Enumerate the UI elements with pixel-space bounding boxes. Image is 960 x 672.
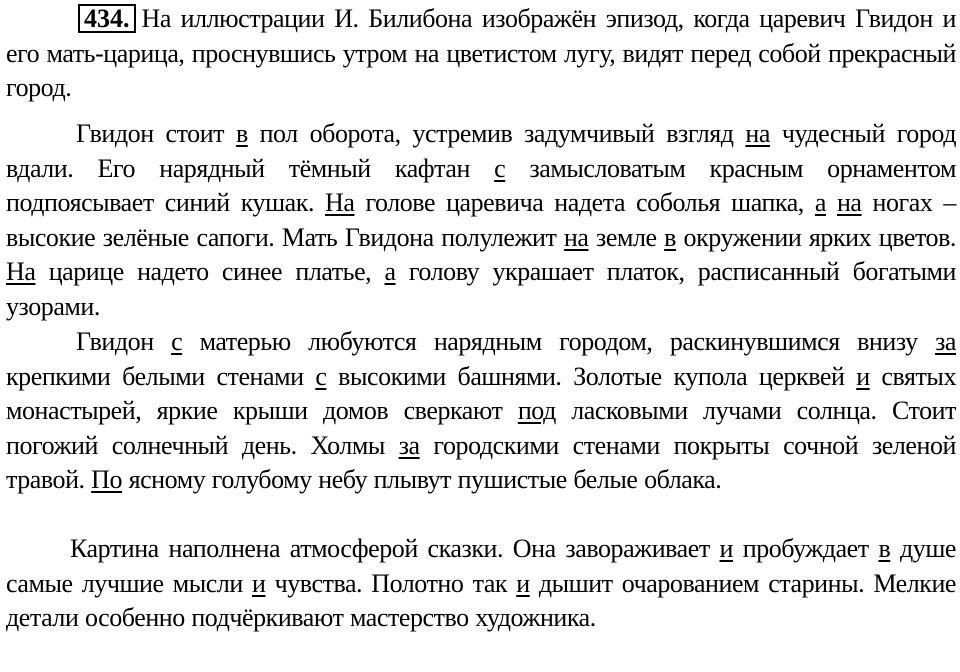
text-run: матерью любуются нарядным городом, раскинувшимся внизу [182, 327, 936, 356]
underlined-word: на [745, 119, 770, 148]
text-run: окружении ярких цветов. [675, 222, 956, 252]
text-run: ласковыми лучами солнца. Стоит погожий солнечный день. Холмы [6, 396, 957, 460]
text-run: крепкими белыми стенами [6, 361, 316, 391]
text-run: ясному голубому небу плывут пушистые белые облака. [122, 465, 722, 494]
text-run: святых монастырей, яркие крыши домов сверкают [6, 361, 956, 425]
underlined-word: По [91, 465, 123, 494]
text-run: ногах – высокие зелёные сапоги. Мать Гвидона полулежит [6, 188, 956, 252]
paragraph-intro [6, 2, 956, 106]
text-run: замысловатым красным орнаментом подпоясывает синий кушак. [6, 153, 956, 217]
underlined-word: на [836, 188, 862, 217]
underlined-word: в [878, 534, 891, 563]
paragraph-conclusion [6, 532, 956, 636]
underlined-word: в [235, 119, 248, 148]
underlined-word: с [171, 327, 183, 356]
paragraph-city [6, 325, 956, 498]
text-run: пробуждает [732, 534, 879, 563]
text-run: чувства. Полотно так [265, 568, 517, 598]
underlined-word: под [517, 396, 556, 425]
underlined-word: и [719, 534, 733, 563]
text-run: голове царевича надета соболья шапка, [354, 188, 815, 217]
text-run: Гвидон стоит [76, 119, 236, 148]
text-run: высокими башнями. Золотые купола церквей [326, 361, 857, 391]
task-number-box: 434. [78, 4, 136, 33]
text-run: На иллюстрации И. Билибона изображён эпизод, когда царевич Гвидон и его мать-царица, проснувшись утром на цветистом лугу, видят перед собой прекрасный город. [6, 4, 956, 102]
underlined-word: На [325, 188, 355, 217]
underlined-word: в [664, 222, 676, 252]
text-run [826, 188, 837, 217]
underlined-word: за [935, 327, 956, 356]
text-run: царице надето синее платье, [35, 257, 385, 286]
underlined-word: а [814, 188, 826, 217]
text-run: земле [588, 222, 665, 252]
underlined-word: на [563, 222, 589, 252]
text-run: Картина наполнена атмосферой сказки. Она завораживает [70, 534, 720, 563]
underlined-word: и [252, 568, 266, 598]
text-run: городскими стенами покрыты сочной зеленой травой. [6, 430, 956, 494]
underlined-word: с [494, 153, 506, 183]
text-run: голову украшает платок, расписанный богатыми узорами. [6, 257, 956, 321]
text-run: Гвидон [76, 327, 172, 356]
text-run: дышит очарованием старины. Мелкие детали особенно подчёркивают мастерство художника. [6, 568, 956, 632]
underlined-word: и [856, 361, 870, 391]
paragraph-gvidon [6, 117, 956, 324]
text-run: чудесный город вдали. Его нарядный тёмный кафтан [6, 119, 956, 183]
underlined-word: с [315, 361, 327, 391]
text-run: пол оборота, устремив задумчивый взгляд [247, 119, 746, 148]
underlined-word: и [516, 568, 530, 598]
underlined-word: На [6, 257, 36, 286]
underlined-word: за [398, 430, 420, 460]
paragraph-text [6, 4, 956, 102]
text-run: душе самые лучшие мысли [6, 534, 957, 598]
underlined-word: а [384, 257, 396, 286]
